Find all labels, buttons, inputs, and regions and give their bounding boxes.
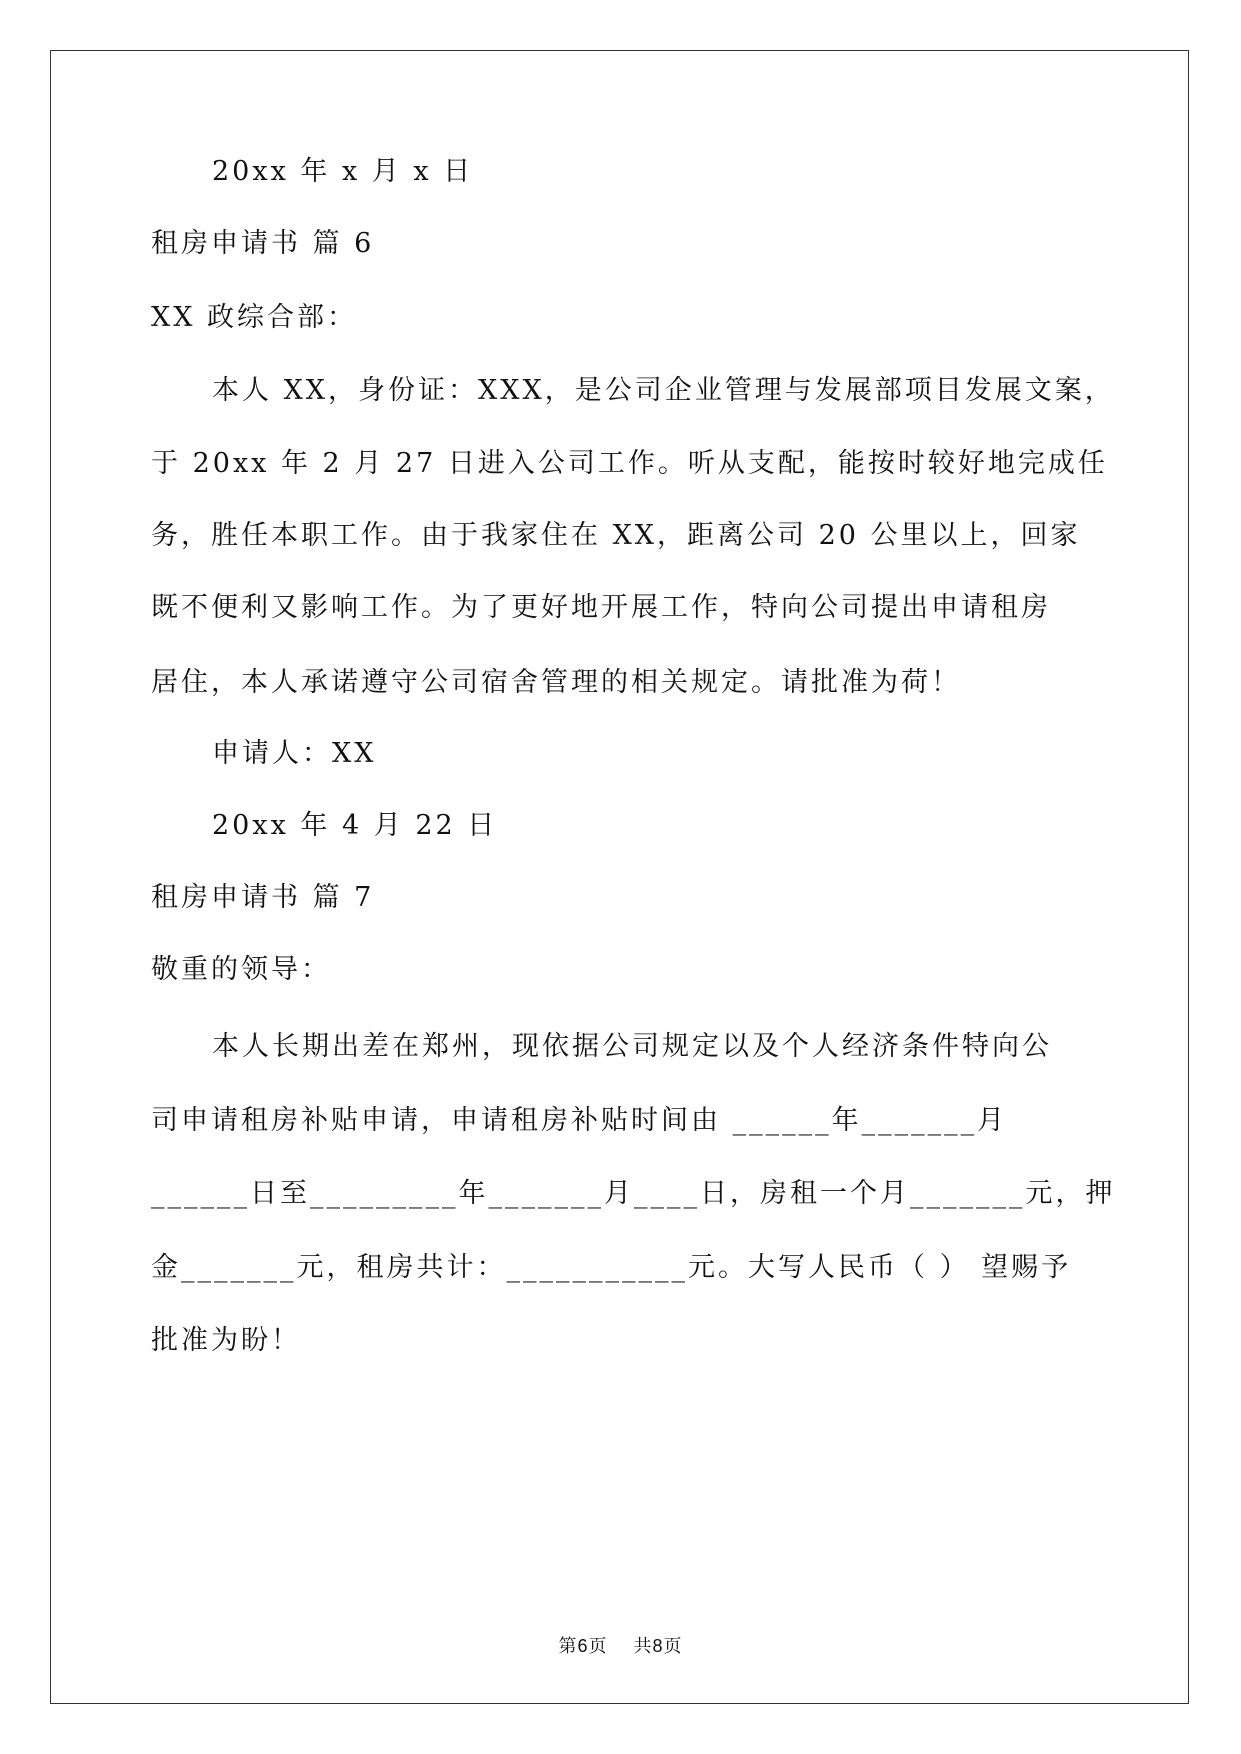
footer-page-total: 8 bbox=[652, 1636, 664, 1656]
footer-page-prefix: 第 bbox=[558, 1636, 578, 1657]
salutation-1: XX 政综合部： bbox=[151, 302, 358, 333]
section-heading-7: 租房申请书 篇 7 bbox=[151, 882, 375, 913]
page-frame bbox=[50, 50, 1189, 1704]
footer-page-current: 6 bbox=[577, 1636, 589, 1656]
body-paragraph-1-line-5: 居住，本人承诺遵守公司宿舍管理的相关规定。请批准为荷！ bbox=[151, 667, 961, 698]
page-footer bbox=[0, 1632, 1241, 1658]
body-paragraph-2-line-2: 司申请租房补贴申请，申请租房补贴时间由 ______年_______月 bbox=[151, 1105, 1008, 1136]
footer-total-unit: 页 bbox=[663, 1636, 683, 1657]
body-paragraph-2-line-1: 本人长期出差在郑州，现依据公司规定以及个人经济条件特向公 bbox=[212, 1031, 1052, 1062]
date-line-2: 20xx 年 4 月 22 日 bbox=[212, 810, 498, 841]
applicant-line: 申请人：XX bbox=[212, 738, 377, 769]
body-paragraph-2-line-5: 批准为盼！ bbox=[151, 1325, 301, 1356]
body-paragraph-2-line-3: ______日至_________年_______月____日，房租一个月_______元，押 bbox=[151, 1178, 1116, 1209]
footer-page-unit: 页 bbox=[588, 1636, 608, 1657]
body-paragraph-1-line-3: 务，胜任本职工作。由于我家住在 XX，距离公司 20 公里以上，回家 bbox=[151, 520, 1081, 551]
body-paragraph-1-line-4: 既不便利又影响工作。为了更好地开展工作，特向公司提出申请租房 bbox=[151, 592, 1051, 623]
date-line-1: 20xx 年 x 月 x 日 bbox=[212, 156, 474, 187]
footer-total-prefix: 共 bbox=[633, 1636, 653, 1657]
salutation-2: 敬重的领导： bbox=[151, 954, 331, 985]
body-paragraph-2-line-4: 金_______元，租房共计：___________元。大写人民币（ ） 望赐予 bbox=[151, 1252, 1072, 1283]
body-paragraph-1-line-1: 本人 XX，身份证：XXX，是公司企业管理与发展部项目发展文案， bbox=[212, 375, 1115, 406]
body-paragraph-1-line-2: 于 20xx 年 2 月 27 日进入公司工作。听从支配，能按时较好地完成任 bbox=[151, 448, 1108, 479]
section-heading-6: 租房申请书 篇 6 bbox=[151, 228, 375, 259]
